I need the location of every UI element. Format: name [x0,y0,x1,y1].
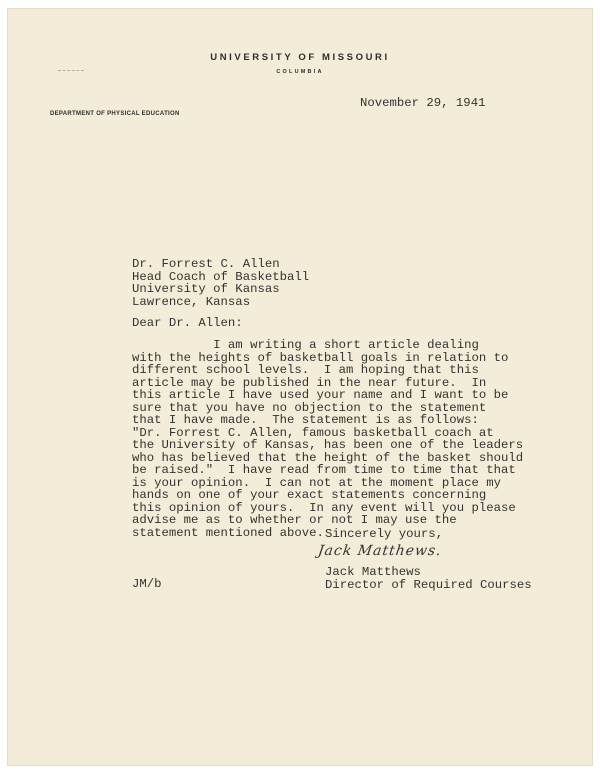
signer-block [325,566,532,591]
body-line: sure that you have no objection to the statement [132,400,487,415]
body-line: is your opinion. I can not at the moment place my [132,475,501,490]
recipient-name: Dr. Forrest C. Allen [132,257,280,271]
body-line: this article I have used your name and I want to be [132,388,509,402]
university-name: UNIVERSITY OF MISSOURI [210,52,390,63]
body-line: article may be published in the near future. In [132,375,487,390]
recipient-address [132,258,309,308]
recipient-location: Lawrence, Kansas [132,294,251,309]
body-line: different school levels. I am hoping that this [132,363,479,377]
body-line: who has believed that the height of the basket should [132,450,524,465]
body-line: the University of Kansas, has been one of the leaders [132,438,524,452]
handwritten-signature: Jack Matthews. [316,543,443,559]
signer-title: Director of Required Courses [325,577,532,592]
body-line: that I have made. The statement is as follows: [132,413,479,427]
pencil-mark [58,70,84,72]
letterhead [0,52,600,75]
body-line: "Dr. Forrest C. Allen, famous basketball coach at [132,425,494,440]
body-line: with the heights of basketball goals in relation to [132,350,509,365]
department-name: DEPARTMENT OF PHYSICAL EDUCATION [50,111,180,117]
letter-body [132,339,523,539]
body-line: I am writing a short article dealing [132,338,479,352]
typist-reference: JM/b [132,577,162,591]
university-city: COLUMBIA [276,69,324,75]
recipient-institution: University of Kansas [132,282,280,296]
body-line: advise me as to whether or not I may use the [132,513,457,527]
letter-date: November 29, 1941 [360,96,486,110]
closing: Sincerely yours, [325,527,444,541]
signer-name: Jack Matthews [325,565,421,579]
body-line: hands on one of your exact statements concerning [132,488,487,502]
body-line: statement mentioned above. [132,525,324,540]
salutation: Dear Dr. Allen: [132,316,243,330]
body-line: be raised." I have read from time to time that that [132,463,516,477]
body-line: this opinion of yours. In any event will you please [132,500,516,515]
recipient-title: Head Coach of Basketball [132,269,310,284]
